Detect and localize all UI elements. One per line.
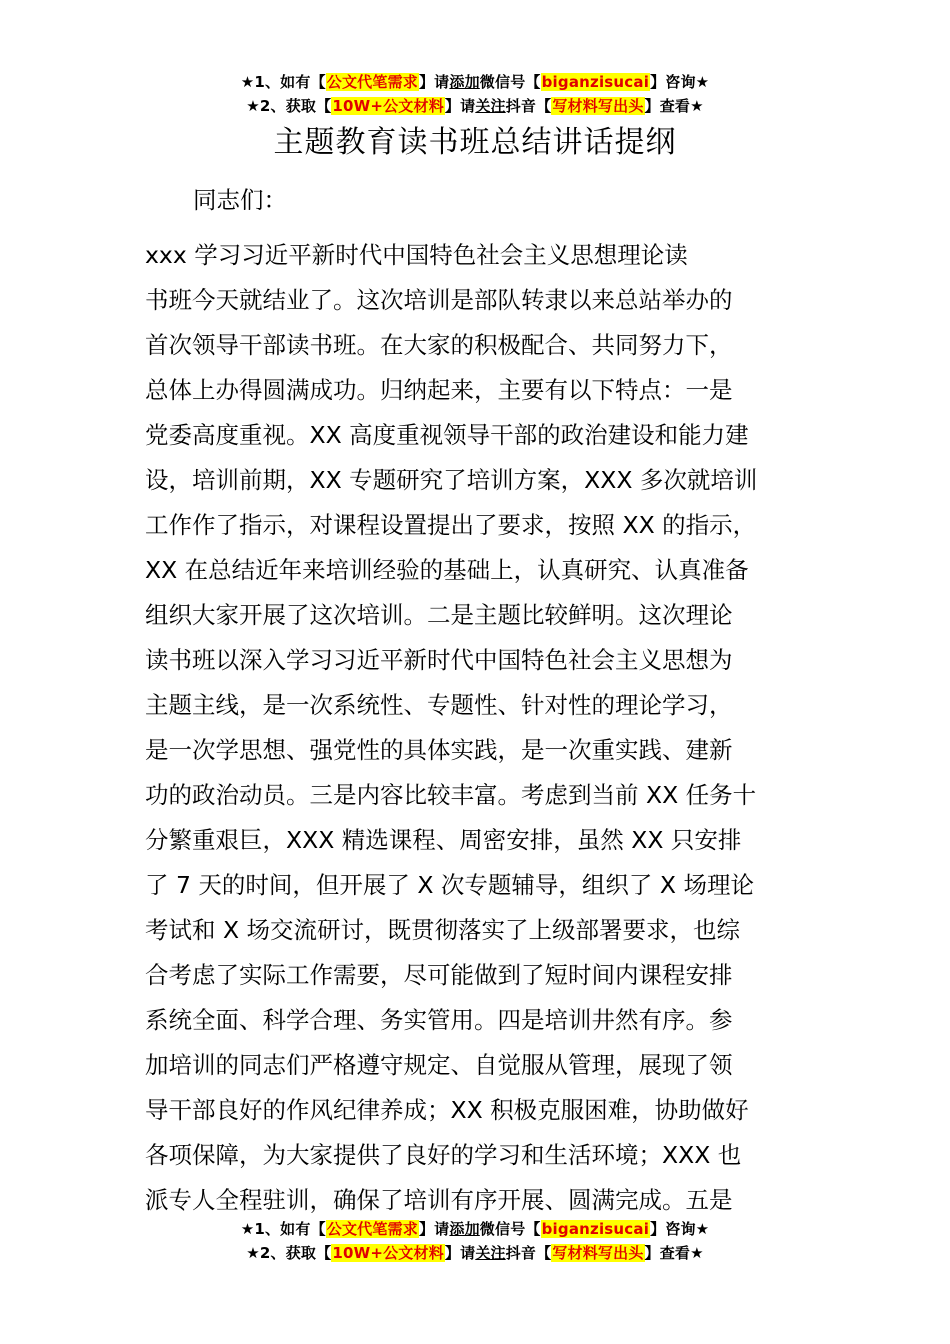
text-line: 分繁重艰巨，XXX 精选课程、周密安排，虽然 XX 只安排 bbox=[145, 826, 742, 854]
text-line: 首次领导干部读书班。在大家的积极配合、共同努力下， bbox=[145, 331, 733, 359]
text-line: 合考虑了实际工作需要，尽可能做到了短时间内课程安排 bbox=[145, 961, 733, 989]
text-line: 派专人全程驻训，确保了培训有序开展、圆满完成。五是 bbox=[145, 1186, 733, 1214]
text-line: 总体上办得圆满成功。归纳起来，主要有以下特点：一是 bbox=[145, 376, 733, 404]
banner-line-1: ★1、如有【公文代笔需求】请添加微信号【biganzisucai】咨询★ bbox=[240, 73, 710, 91]
text-line: 是一次学思想、强党性的具体实践，是一次重实践、建新 bbox=[145, 736, 733, 764]
banner-douyin-id: 写材料写出头 bbox=[552, 1244, 644, 1262]
footer-banner bbox=[0, 1217, 950, 1265]
text-line: 读书班以深入学习习近平新时代中国特色社会主义思想为 bbox=[145, 646, 733, 674]
banner-wechat-id: biganzisucai bbox=[541, 1220, 650, 1238]
banner-highlight: 公文代笔需求 bbox=[326, 73, 418, 91]
text-line: 各项保障，为大家提供了良好的学习和生活环境；XXX 也 bbox=[145, 1141, 742, 1169]
text-line: xxx 学习习近平新时代中国特色社会主义思想理论读 bbox=[145, 241, 688, 269]
document-title: 主题教育读书班总结讲话提纲 bbox=[273, 125, 677, 160]
banner-highlight: 公文代笔需求 bbox=[326, 1220, 418, 1238]
banner-line-2: ★2、获取【10W+公文材料】请关注抖音【写材料写出头】查看★ bbox=[246, 97, 704, 115]
text-line: 功的政治动员。三是内容比较丰富。考虑到当前 XX 任务十 bbox=[145, 781, 757, 809]
text-line: 主题主线，是一次系统性、专题性、针对性的理论学习， bbox=[145, 691, 733, 719]
header-banner bbox=[0, 70, 950, 118]
text-line: 加培训的同志们严格遵守规定、自觉服从管理，展现了领 bbox=[145, 1051, 733, 1079]
banner-line-1: ★1、如有【公文代笔需求】请添加微信号【biganzisucai】咨询★ bbox=[240, 1220, 710, 1238]
banner-douyin-id: 写材料写出头 bbox=[552, 97, 644, 115]
text-line: 导干部良好的作风纪律养成；XX 积极克服困难，协助做好 bbox=[145, 1096, 749, 1124]
text-line: 工作作了指示，对课程设置提出了要求，按照 XX 的指示， bbox=[145, 511, 757, 539]
greeting: 同志们： bbox=[193, 186, 287, 214]
banner-line-2: ★2、获取【10W+公文材料】请关注抖音【写材料写出头】查看★ bbox=[246, 1244, 704, 1262]
body-paragraph bbox=[145, 233, 812, 1223]
text-line: XX 在总结近年来培训经验的基础上，认真研究、认真准备 bbox=[145, 556, 749, 584]
text-line: 党委高度重视。XX 高度重视领导干部的政治建设和能力建 bbox=[145, 421, 749, 449]
text-line: 设，培训前期，XX 专题研究了培训方案，XXX 多次就培训 bbox=[145, 466, 758, 494]
text-line: 了 7 天的时间，但开展了 X 次专题辅导，组织了 X 场理论 bbox=[145, 871, 754, 899]
banner-highlight: 10W+公文材料 bbox=[332, 97, 444, 115]
banner-highlight: 10W+公文材料 bbox=[332, 1244, 444, 1262]
text-line: 系统全面、科学合理、务实管用。四是培训井然有序。参 bbox=[145, 1006, 733, 1034]
text-line: 书班今天就结业了。这次培训是部队转隶以来总站举办的 bbox=[145, 286, 733, 314]
text-line: 组织大家开展了这次培训。二是主题比较鲜明。这次理论 bbox=[145, 601, 733, 629]
banner-wechat-id: biganzisucai bbox=[541, 73, 650, 91]
text-line: 考试和 X 场交流研讨，既贯彻落实了上级部署要求，也综 bbox=[145, 916, 741, 944]
